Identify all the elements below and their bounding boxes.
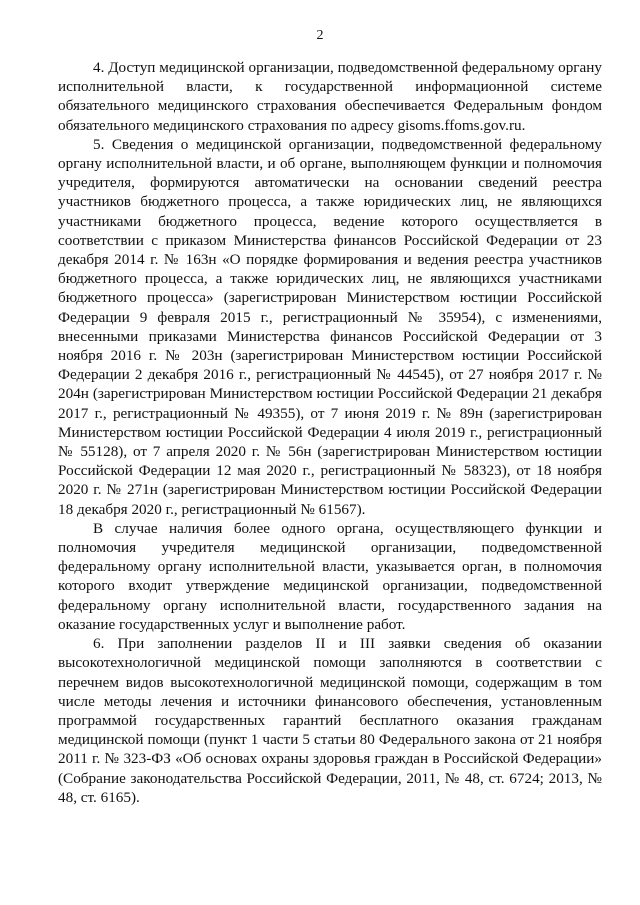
document-body [58, 58, 602, 807]
paragraph-item-4-access: 4. Доступ медицинской организации, подведомственной федеральному органу исполнительной власти, к государственной информационной системе обязательного медицинского страхования обеспечивается Федеральным фондом обязательного медицинского страхования по адресу gisoms.ffoms.gov.ru. [58, 59, 602, 134]
paragraph-item-6-high-tech-care: 6. При заполнении разделов II и III заявки сведения об оказании высокотехнологичной медицинской помощи заполняются в соответствии с перечнем видов высокотехнологичной медицинской помощи, содержащим в том числе методы лечения и источники финансового обеспечения, установленным программой государственных гарантий бесплатного оказания гражданам медицинской помощи (пункт 1 части 5 статьи 80 Федерального закона от 21 ноября 2011 г. № 323-ФЗ «Об основах охраны здоровья граждан в Российской Федерации» (Собрание законодательства Российской Федерации, 2011, № 48, ст. 6724; 2013, № 48, ст. 6165). [58, 635, 602, 806]
page-number: 2 [316, 28, 324, 43]
paragraph-multiple-founders: В случае наличия более одного органа, осуществляющего функции и полномочия учредителя медицинской организации, подведомственной федеральному органу исполнительной власти, указывается орган, в полномочия которого входит утверждение медицинской организации, подведомственной федеральному органу исполнительной власти, государственного задания на оказание государственных услуг и выполнение работ. [58, 519, 602, 633]
paragraph-item-5-organization-info: 5. Сведения о медицинской организации, подведомственной федеральному органу исполнительной власти, и об органе, выполняющем функции и полномочия учредителя, формируются автоматически на основании сведений реестра участников бюджетного процесса, а также юридических лиц, не являющихся участниками бюджетного процесса, ведение которого осуществляется в соответствии с приказом Министерства финансов Российской Федерации от 23 декабря 2014 г. № 163н «О порядке формирования и ведения реестра участников бюджетного процесса, а также юридических лиц, не являющихся участниками бюджетного процесса» (зарегистрирован Министерством юстиции Российской Федерации 9 февраля 2015 г., регистрационный № 35954), с изменениями, внесенными приказами Министерства финансов Российской Федерации от 3 ноября 2016 г. № 203н (зарегистрирован Министерством юстиции Российской Федерации 2 декабря 2016 г., регистрационный № 44545), от 27 ноября 2017 г. № 204н (зарегистрирован Министерством юстиции Российской Федерации 21 декабря 2017 г., регистрационный № 49355), от 7 июня 2019 г. № 89н (зарегистрирован Министерством юстиции Российской Федерации 4 июля 2019 г., регистрационный № 55128), от 7 апреля 2020 г. № 56н (зарегистрирован Министерством юстиции Российской Федерации 12 мая 2020 г., регистрационный № 58323), от 18 ноября 2020 г. № 271н (зарегистрирован Министерством юстиции Российской Федерации 18 декабря 2020 г., регистрационный № 61567). [58, 135, 602, 518]
